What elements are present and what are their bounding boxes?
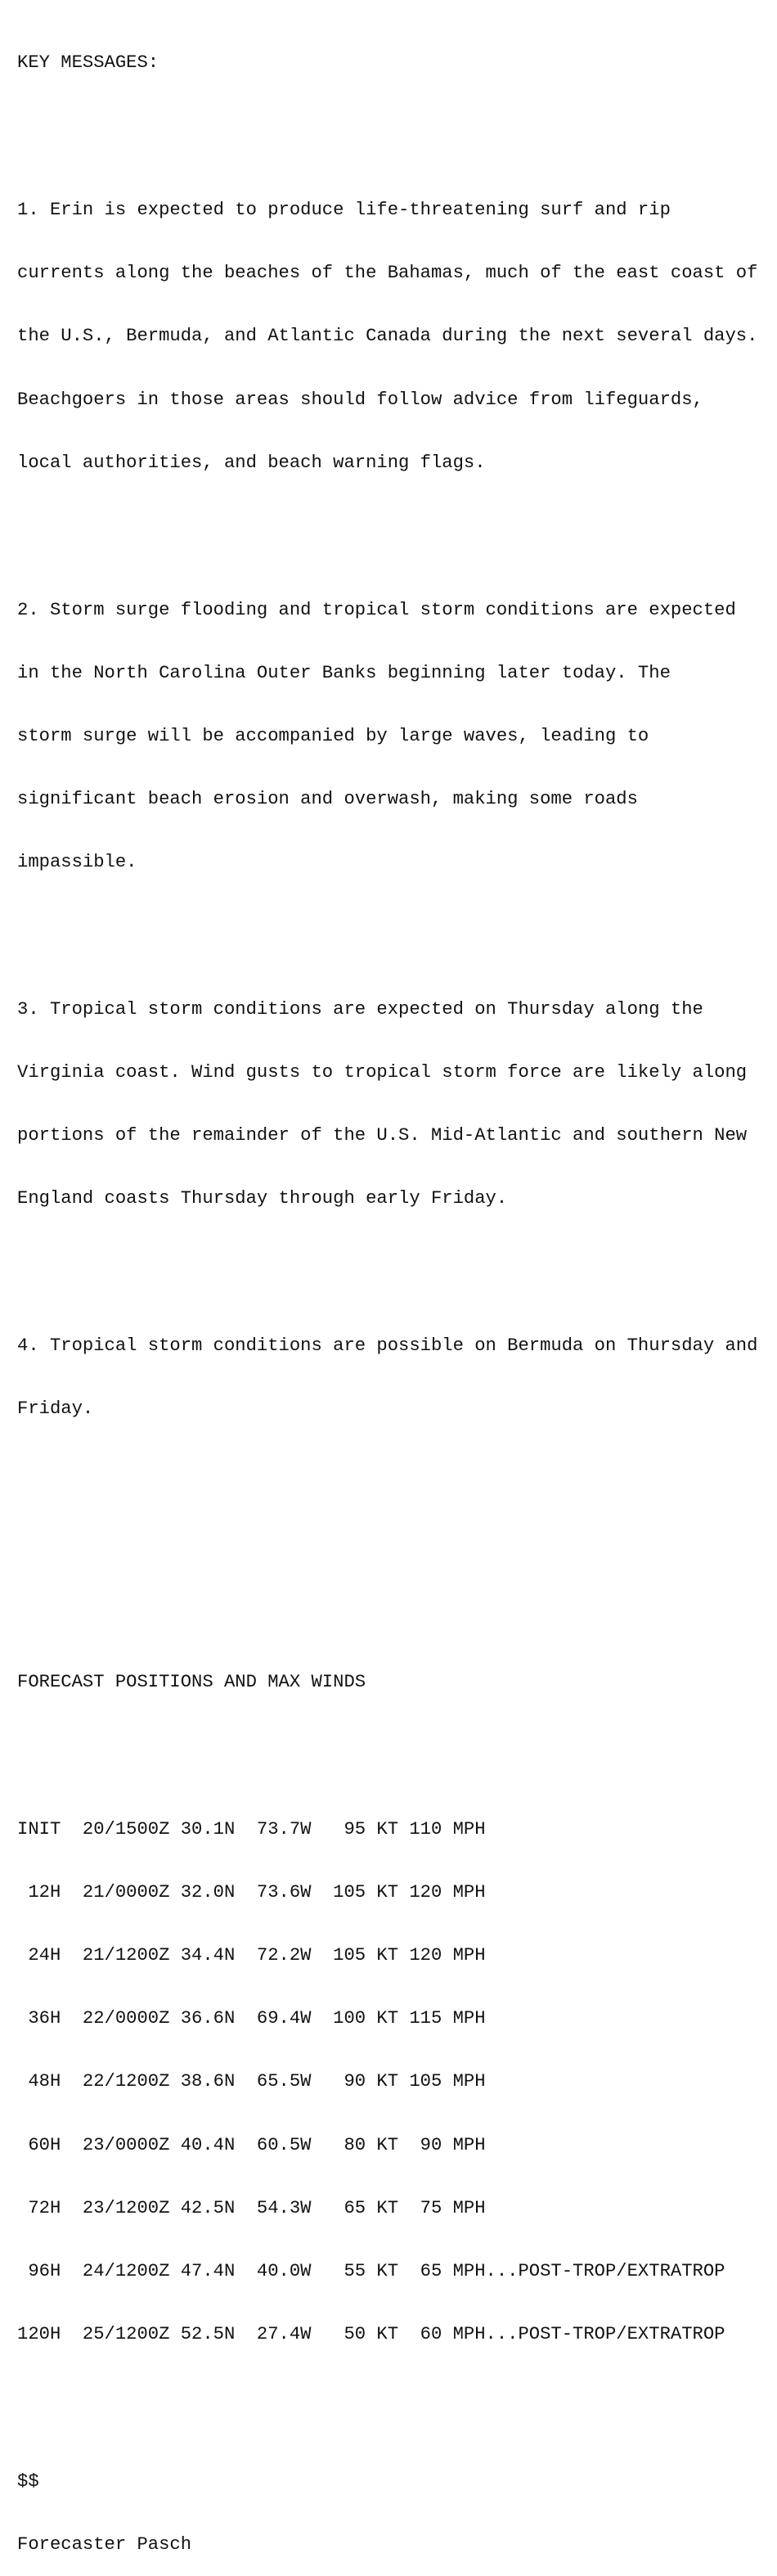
key-message-4-line-1: 4. Tropical storm conditions are possible on Bermuda on Thursday and [17,1335,758,1356]
key-message-1-line-2: currents along the beaches of the Bahamas, much of the east coast of [17,263,758,284]
blank-line [17,516,757,537]
key-message-2-line-3: storm surge will be accompanied by large waves, leading to [17,725,649,746]
blank-line [17,1251,757,1272]
blank-line [17,116,757,137]
key-message-1-line-4: Beachgoers in those areas should follow advice from lifeguards, [17,389,703,410]
key-message-3-line-2: Virginia coast. Wind gusts to tropical storm force are likely along [17,1061,748,1083]
forecaster-name: Forecaster Pasch [17,2533,192,2555]
key-message-1-line-1: 1. Erin is expected to produce life-threatening surf and rip [17,200,671,221]
forecast-row: 24H 21/1200Z 34.4N 72.2W 105 KT 120 MPH [17,1945,486,1966]
key-message-1-line-3: the U.S., Bermuda, and Atlantic Canada during the next several days. [17,326,758,347]
forecast-row: 36H 22/0000Z 36.6N 69.4W 100 KT 115 MPH [17,2008,486,2029]
key-message-3-line-1: 3. Tropical storm conditions are expected on Thursday along the [17,998,703,1020]
forecast-row: 96H 24/1200Z 47.4N 40.0W 55 KT 65 MPH...POST-TROP/EXTRATROP [17,2260,725,2281]
blank-line [17,1735,757,1756]
key-message-2-line-2: in the North Carolina Outer Banks beginning later today. The [17,662,671,683]
key-message-4-line-2: Friday. [17,1398,94,1420]
key-message-2-line-4: significant beach erosion and overwash, making some roads [17,788,638,809]
forecast-heading: FORECAST POSITIONS AND MAX WINDS [17,1672,366,1693]
forecast-row: 48H 22/1200Z 38.6N 65.5W 90 KT 105 MPH [17,2071,486,2092]
blank-line [17,2387,757,2408]
end-of-product-marker: $$ [17,2470,39,2492]
blank-line [17,1461,757,1483]
key-message-2-line-5: impassible. [17,851,137,872]
blank-line [17,915,757,936]
forecast-row: 12H 21/0000Z 32.0N 73.6W 105 KT 120 MPH [17,1882,486,1903]
blank-line [17,1524,757,1546]
forecast-row: 60H 23/0000Z 40.4N 60.5W 80 KT 90 MPH [17,2134,486,2155]
forecast-row: 120H 25/1200Z 52.5N 27.4W 50 KT 60 MPH...POST-TROP/EXTRATROP [17,2323,725,2344]
key-message-1-line-5: local authorities, and beach warning flags. [17,452,486,473]
blank-line [17,1587,757,1609]
key-messages-heading: KEY MESSAGES: [17,52,159,74]
key-message-3-line-3: portions of the remainder of the U.S. Mid-Atlantic and southern New [17,1125,748,1146]
key-message-3-line-4: England coasts Thursday through early Friday. [17,1188,508,1209]
key-message-2-line-1: 2. Storm surge flooding and tropical storm conditions are expected [17,599,736,620]
forecast-row: 72H 23/1200Z 42.5N 54.3W 65 KT 75 MPH [17,2197,486,2218]
advisory-text-document [17,11,757,2576]
forecast-row: INIT 20/1500Z 30.1N 73.7W 95 KT 110 MPH [17,1819,486,1840]
